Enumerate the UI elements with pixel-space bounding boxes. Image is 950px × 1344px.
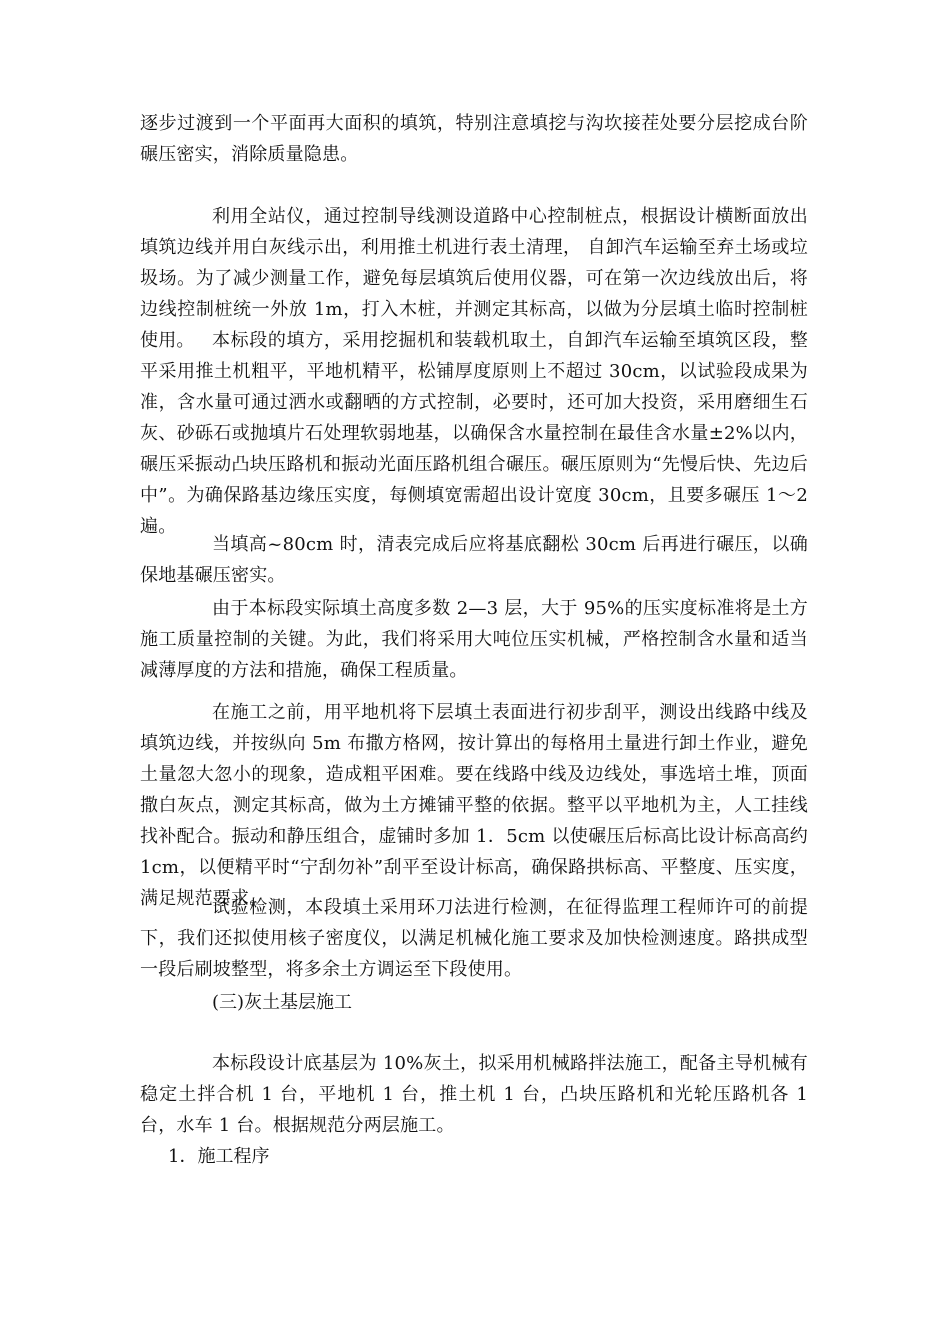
paragraph-fill-method: 本标段的填方，采用挖掘机和装载机取土，自卸汽车运输至填筑区段，整平采用推土机粗平，平地机精平，松铺厚度原则上不超过 30cm，以试验段成果为准，含水量可通过洒水或翻晒的方式控制，必要时，还可加大投资，采用磨细生石灰、砂砾石或抛填片石处理软弱地基，以确保含水量控制在最佳含水量±2%以内，碾压采振动凸块压路机和振动光面压路机组合碾压。碾压原则为“先慢后快、先边后中”。为确保路基边缘压实度，每侧填宽需超出设计宽度 30cm，且要多碾压 1～2 遍。: [140, 330, 808, 537]
paragraph-compaction-quality: 由于本标段实际填土高度多数 2—3 层，大于 95%的压实度标准将是土方施工质量控制的关键。为此，我们将采用大吨位压实机械，严格控制含水量和适当减薄厚度的方法和措施，确保工程质量。: [140, 598, 808, 681]
paragraph-leveling: 在施工之前，用平地机将下层填土表面进行初步刮平，测设出线路中线及填筑边线，并按纵向 5m 布撒方格网，按计算出的每格用土量进行卸土作业，避免土量忽大忽小的现象，造成粗平困难。要在线路中线及边线处，事选培土堆，顶面撒白灰点，测定其标高，做为土方摊铺平整的依据。整平以平地机为主，人工挂线找补配合。振动和静压组合，虚铺时多加 1．5cm 以使碾压后标高比设计标高高约 1cm，以便精平时“宁刮勿补”刮平至设计标高，确保路拱标高、平整度、压实度，满足规范要求。: [140, 702, 808, 909]
paragraph-testing: 试验检测，本段填土采用环刀法进行检测，在征得监理工程师许可的前提下，我们还拟使用核子密度仪，以满足机械化施工要求及加快检测速度。路拱成型一段后刷坡整型，将多余土方调运至下段使用。: [140, 897, 808, 980]
paragraph-continuation: 逐步过渡到一个平面再大面积的填筑，特别注意填挖与沟坎接茬处要分层挖成台阶碾压密实，消除质量隐患。: [140, 113, 808, 165]
subheading-procedure: 1．施工程序: [168, 1146, 270, 1167]
paragraph-fill-height: 当填高~80cm 时，清表完成后应将基底翻松 30cm 后再进行碾压，以确保地基碾压密实。: [140, 534, 808, 586]
paragraph-lime-soil-base: 本标段设计底基层为 10%灰土，拟采用机械路拌法施工，配备主导机械有稳定土拌合机 1 台，平地机 1 台，推土机 1 台，凸块压路机和光轮压路机各 1 台，水车 1 台。根据规范分两层施工。: [140, 1053, 808, 1136]
section-heading: (三)灰土基层施工: [212, 992, 353, 1013]
paragraph-survey-layout: 利用全站仪，通过控制导线测设道路中心控制桩点，根据设计横断面放出填筑边线并用白灰线示出，利用推土机进行表土清理， 自卸汽车运输至弃土场或垃圾场。为了减少测量工作，避免每层填筑后使用仪器，可在第一次边线放出后，将边线控制桩统一外放 1m，打入木桩，并测定其标高，以做为分层填土临时控制桩使用。: [140, 206, 808, 351]
